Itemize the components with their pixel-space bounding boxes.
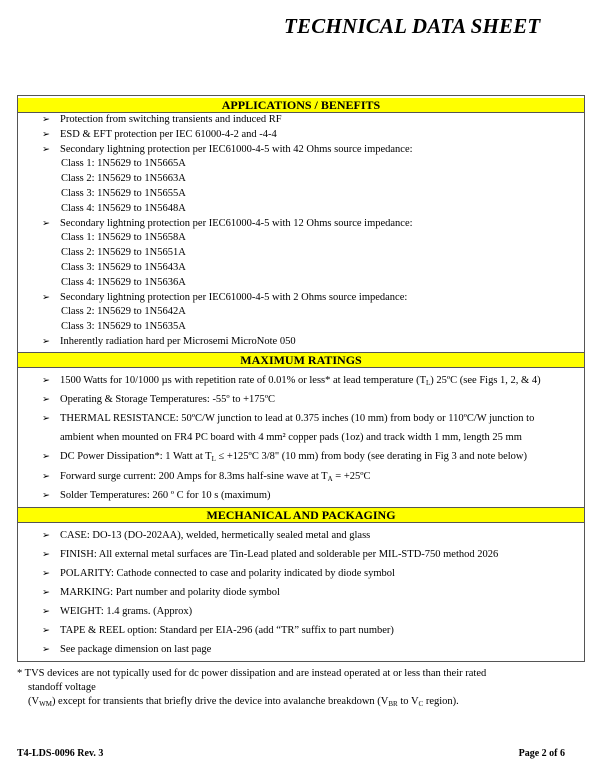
footnote-line-1: * TVS devices are not typically used for dc power dissipation and are instead operated at or less than their rated <box>17 668 487 679</box>
item-text: Secondary lightning protection per IEC61000-4-5 with 2 Ohms source impedance: <box>60 291 408 303</box>
bullet-icon: ➢ <box>42 587 50 598</box>
applications-heading: APPLICATIONS / BENEFITS <box>18 98 584 113</box>
item-text: WEIGHT: 1.4 grams. (Approx) <box>60 606 193 617</box>
bullet-icon: ➢ <box>42 128 50 140</box>
page-title: TECHNICAL DATA SHEET <box>284 14 541 38</box>
bullet-icon: ➢ <box>42 625 50 636</box>
data-sheet-table: APPLICATIONS / BENEFITS ➢ Protection from switching transients and induced RF ➢ ESD & EFT protection per IEC 61000-4-2 and -4-4 ➢ Secondary lightning protection per IEC61000-4-5 with 42 Ohms source impedance: Class 1: 1N5629 to 1N5665A Class 2: 1N5629 to 1N5663A Class 3: 1N5629 to 1N5655A Class 4: 1N5629 to 1N5648A ➢ Secondary lightning protection per IEC61000-4-5 with 12 Ohms source impedance: Class 1: 1N5629 to 1N5658A Class 2: 1N5629 to 1N5651A Class 3: 1N5629 to 1N5643A Class 4: 1N5629 to 1N5636A ➢ Secondary lightning protection per IEC61000-4-5 with 2 Ohms source impedance: Class 2: 1N5629 to 1N5642A Class 3: 1N5629 to 1N5635A ➢ Inherently radiation hard per Microsemi MicroNote 050 MAXIMUM RATINGS ➢ 1500 Watts for 10/1000 µs with repetition rate of 0.01% or less* at lead temperature $(T_L)$ 25ºC (see Figs 1, 2, & 4) ➢ Operating & Storage Temperatures: -55º to +175ºC ➢ THERMAL RESISTANCE: 50ºC/W junction to lead at 0.375 inches (10 mm) from body or 110ºC/W junction to ambient when mounted on FR4 PC board with 4 mm² copper pads (1oz) and track width 1 mm, length 25 mm ➢ DC Power Dissipation*: 1 Watt at $T_L$ ≤ +125ºC 3/8" (10 mm) from body (see derating in Fig 3 and note below) ➢ Forward surge current: 200 Amps for 8.3ms half-sine wave at $T_A$ = +25ºC ➢ Solder Temperatures: 260 º C for 10 s (maximum) MECHANICAL AND PACKAGING ➢ CASE: DO-13 (DO-202AA), welded, hermetically sealed metal and glass ➢ FINISH: All external metal surfaces are Tin-Lead plated and solderable per MIL-STD-750 method 2026 ➢ POLARITY: Cathode connected to case and polarity indicated by diode symbol ➢ MARKING: Part number and polarity diode symbol ➢ WEIGHT: 1.4 grams. (Approx) ➢ TAPE & REEL option: Standard per EIA-296 (add “TR” suffix to part number) ➢ See package dimension on last page <box>17 95 585 662</box>
item-text: Class 3: 1N5629 to 1N5643A <box>61 262 186 273</box>
document-id: T4-LDS-0096 Rev. 3 <box>17 748 104 759</box>
bullet-icon: ➢ <box>42 490 50 501</box>
item-text: Class 2: 1N5629 to 1N5642A <box>61 306 186 318</box>
footnote-line-3: $(V_{WM})$ except for transients that briefly drive the device into avalanche breakdown ($V_{BR}$ to $V_C$ region). <box>28 696 459 708</box>
bullet-icon: ➢ <box>42 217 50 229</box>
item-text: ESD & EFT protection per IEC 61000-4-2 and -4-4 <box>60 128 277 140</box>
item-text: Class 1: 1N5629 to 1N5658A <box>61 232 186 244</box>
bullet-icon: ➢ <box>42 471 50 482</box>
bullet-icon: ➢ <box>42 375 50 386</box>
item-text: Class 1: 1N5629 to 1N5665A <box>61 158 186 170</box>
footnote-line-2: standoff voltage <box>28 682 96 693</box>
bullet-icon: ➢ <box>42 143 50 155</box>
item-text: Protection from switching transients and induced RF <box>60 114 282 125</box>
item-text: Class 2: 1N5629 to 1N5663A <box>61 173 186 185</box>
item-text: Class 4: 1N5629 to 1N5648A <box>61 202 186 214</box>
item-text: Secondary lightning protection per IEC61000-4-5 with 42 Ohms source impedance: <box>60 143 413 155</box>
bullet-icon: ➢ <box>42 549 50 560</box>
bullet-icon: ➢ <box>42 394 50 405</box>
bullet-icon: ➢ <box>42 114 50 125</box>
item-text: Class 2: 1N5629 to 1N5651A <box>61 247 186 259</box>
bullet-icon: ➢ <box>42 413 50 424</box>
item-text: TAPE & REEL option: Standard per EIA-296 (add “TR” suffix to part number) <box>60 625 394 636</box>
item-text: See package dimension on last page <box>60 644 212 655</box>
bullet-icon: ➢ <box>42 644 50 655</box>
bullet-icon: ➢ <box>42 291 50 303</box>
page-number: Page 2 of 6 <box>518 748 565 759</box>
item-text: Class 3: 1N5629 to 1N5655A <box>61 188 186 199</box>
item-text: POLARITY: Cathode connected to case and polarity indicated by diode symbol <box>60 568 395 579</box>
item-text: CASE: DO-13 (DO-202AA), welded, hermetically sealed metal and glass <box>60 530 371 541</box>
bullet-icon: ➢ <box>42 336 50 347</box>
ratings-heading: MAXIMUM RATINGS <box>18 352 584 368</box>
item-text: MARKING: Part number and polarity diode symbol <box>60 587 280 598</box>
bullet-icon: ➢ <box>42 606 50 617</box>
mechanical-heading: MECHANICAL AND PACKAGING <box>18 507 584 523</box>
item-text: Class 3: 1N5629 to 1N5635A <box>61 321 186 333</box>
item-text: Inherently radiation hard per Microsemi MicroNote 050 <box>60 336 296 347</box>
bullet-icon: ➢ <box>42 568 50 579</box>
item-text: FINISH: All external metal surfaces are Tin-Lead plated and solderable per MIL-STD-750 method 2026 <box>60 549 499 560</box>
item-text: Secondary lightning protection per IEC61000-4-5 with 12 Ohms source impedance: <box>60 217 413 229</box>
bullet-icon: ➢ <box>42 451 50 462</box>
bullet-icon: ➢ <box>42 530 50 541</box>
item-text: Class 4: 1N5629 to 1N5636A <box>61 276 186 288</box>
